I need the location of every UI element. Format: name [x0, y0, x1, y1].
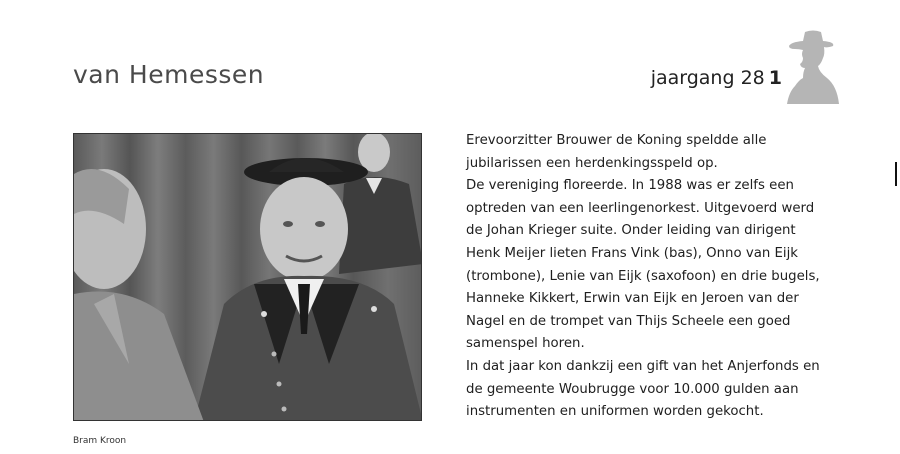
volume-text: jaargang 28 [650, 67, 765, 89]
article-body [466, 130, 826, 424]
article-paragraph: In dat jaar kon dankzij een gift van het Anjerfonds en de gemeente Woubrugge voor 10.000 gulden aan instrumenten en uniformen worden gekocht. [466, 358, 820, 420]
issue-number: 1 [768, 67, 782, 89]
article-paragraph: De vereniging floreerde. In 1988 was er zelfs een optreden van een leerlingenorkest. Uitgevoerd werd de Johan Krieger suite. Onder leiding van dirigent Henk Meijer lieten Frans Vink (bas), Onno van Eijk (trombone), Lenie van Eijk (saxofoon) en drie bugels, Hanneke Kikkert, Erwin van Eijk en Jeroen van der Nagel en de trompet van Thijs Scheele een goed samenspel horen. [466, 178, 820, 352]
silhouette-man-with-hat-icon [783, 28, 841, 104]
article-paragraph: Erevoorzitter Brouwer de Koning speldde alle jubilarissen een herdenkingsspeld op. [466, 133, 767, 171]
volume-label [651, 67, 782, 89]
text-cursor [895, 162, 897, 186]
photo-caption: Bram Kroon [73, 436, 127, 446]
archive-photo [73, 133, 422, 421]
page-title: van Hemessen [73, 60, 265, 89]
